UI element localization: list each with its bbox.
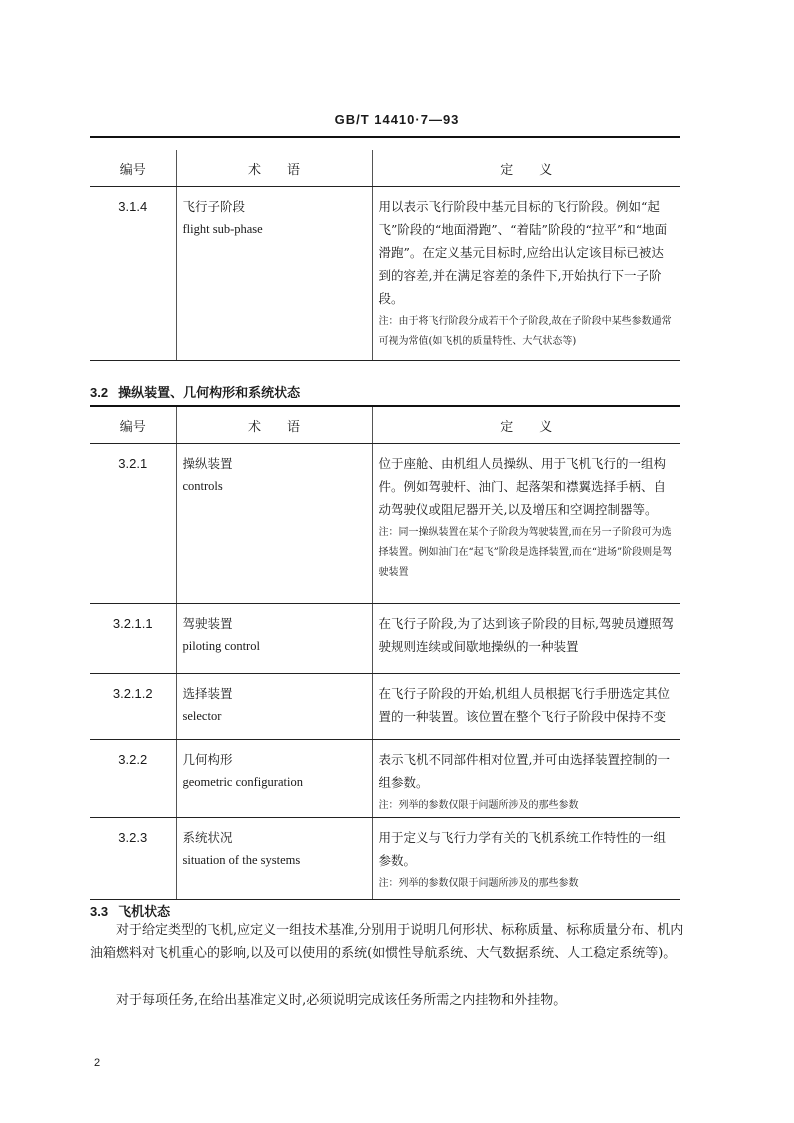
table-row — [90, 604, 680, 674]
col-header-definition: 定 义 — [372, 407, 680, 444]
entry-definition — [372, 444, 680, 604]
definition-note: 注：由于将飞行阶段分成若干个子阶段,故在子阶段中某些参数通常可视为常值(如飞机的质量特性、大气状态等) — [378, 316, 672, 347]
entry-term — [176, 187, 372, 361]
table-header-row — [90, 407, 680, 444]
body-paragraph: 对于给定类型的飞机,应定义一组技术基准,分别用于说明几何形状、标称质量、标称质量分布、机内油箱燃料对飞机重心的影响,以及可以使用的系统(如惯性导航系统、大气数据系统、人工稳定系统等)。 — [90, 923, 684, 961]
term-chinese: 驾驶装置 — [182, 616, 233, 631]
entry-term — [176, 818, 372, 900]
term-chinese: 选择装置 — [182, 686, 233, 701]
table-row — [90, 740, 680, 818]
section-number: 3.3 — [90, 904, 109, 919]
term-chinese: 飞行子阶段 — [182, 199, 246, 214]
terms-table-3-2 — [90, 407, 680, 900]
page-number: 2 — [94, 1057, 101, 1069]
term-english: geometric configuration — [182, 775, 303, 789]
term-chinese: 系统状况 — [182, 830, 233, 845]
table-row — [90, 187, 680, 361]
entry-term — [176, 740, 372, 818]
table-header-row — [90, 150, 680, 187]
entry-definition — [372, 818, 680, 900]
section-heading-3-2 — [90, 382, 300, 401]
definition-text: 用于定义与飞行力学有关的飞机系统工作特性的一组参数。 — [378, 830, 667, 868]
term-english: selector — [182, 709, 222, 723]
entry-term — [176, 604, 372, 674]
definition-text: 位于座舱、由机组人员操纵、用于飞机飞行的一组构件。例如驾驶杆、油门、起落架和襟翼选择手柄、自动驾驶仪或阻尼器开关,以及增压和空调控制器等。 — [378, 456, 667, 517]
entry-number: 3.2.1 — [90, 444, 176, 604]
entry-definition — [372, 187, 680, 361]
definition-note: 注：列举的参数仅限于问题所涉及的那些参数 — [378, 878, 579, 889]
header-rule — [90, 136, 680, 138]
entry-number: 3.2.1.2 — [90, 674, 176, 740]
body-paragraph: 对于每项任务,在给出基准定义时,必须说明完成该任务所需之内挂物和外挂物。 — [116, 993, 567, 1008]
entry-number: 3.2.3 — [90, 818, 176, 900]
col-header-number: 编号 — [90, 407, 176, 444]
term-chinese: 操纵装置 — [182, 456, 233, 471]
term-english: situation of the systems — [182, 853, 301, 867]
col-header-number: 编号 — [90, 150, 176, 187]
entry-number: 3.2.2 — [90, 740, 176, 818]
table-row — [90, 674, 680, 740]
col-header-term: 术 语 — [176, 150, 372, 187]
entry-number: 3.2.1.1 — [90, 604, 176, 674]
entry-term — [176, 674, 372, 740]
definition-note: 注：列举的参数仅限于问题所涉及的那些参数 — [378, 800, 579, 811]
term-english: controls — [182, 479, 223, 493]
table-row — [90, 818, 680, 900]
entry-term — [176, 444, 372, 604]
term-english: flight sub-phase — [182, 222, 263, 236]
definition-note: 注：同一操纵装置在某个子阶段为驾驶装置,而在另一子阶段可为选择装置。例如油门在“起飞”阶段是选择装置,而在“进场”阶段则是驾驶装置 — [378, 527, 673, 578]
definition-text: 在飞行子阶段的开始,机组人员根据飞行手册选定其位置的一种装置。该位置在整个飞行子阶段中保持不变 — [378, 686, 670, 724]
entry-number: 3.1.4 — [90, 187, 176, 361]
col-header-term: 术 语 — [176, 407, 372, 444]
table-row — [90, 444, 680, 604]
entry-definition — [372, 604, 680, 674]
definition-text: 在飞行子阶段,为了达到该子阶段的目标,驾驶员遵照驾驶规则连续或间歇地操纵的一种装置 — [378, 616, 674, 654]
term-chinese: 几何构形 — [182, 752, 233, 767]
section-title: 操纵装置、几何构形和系统状态 — [118, 385, 301, 400]
definition-text: 用以表示飞行阶段中基元目标的飞行阶段。例如“起飞”阶段的“地面滑跑”、“着陆”阶段的“拉平”和“地面滑跑”。在定义基元目标时,应给出认定该目标已被达到的容差,并在满足容差的条件下,开始执行下一子阶段。 — [378, 199, 668, 306]
definition-text: 表示飞机不同部件相对位置,并可由选择装置控制的一组参数。 — [378, 752, 670, 790]
section-heading-3-3 — [90, 901, 170, 920]
entry-definition — [372, 674, 680, 740]
section-number: 3.2 — [90, 385, 109, 400]
section-title: 飞机状态 — [118, 904, 171, 919]
col-header-definition: 定 义 — [372, 150, 680, 187]
terms-table-3-1 — [90, 150, 680, 361]
page-header: GB/T 14410·7—93 — [334, 112, 460, 127]
term-english: piloting control — [182, 639, 260, 653]
entry-definition — [372, 740, 680, 818]
